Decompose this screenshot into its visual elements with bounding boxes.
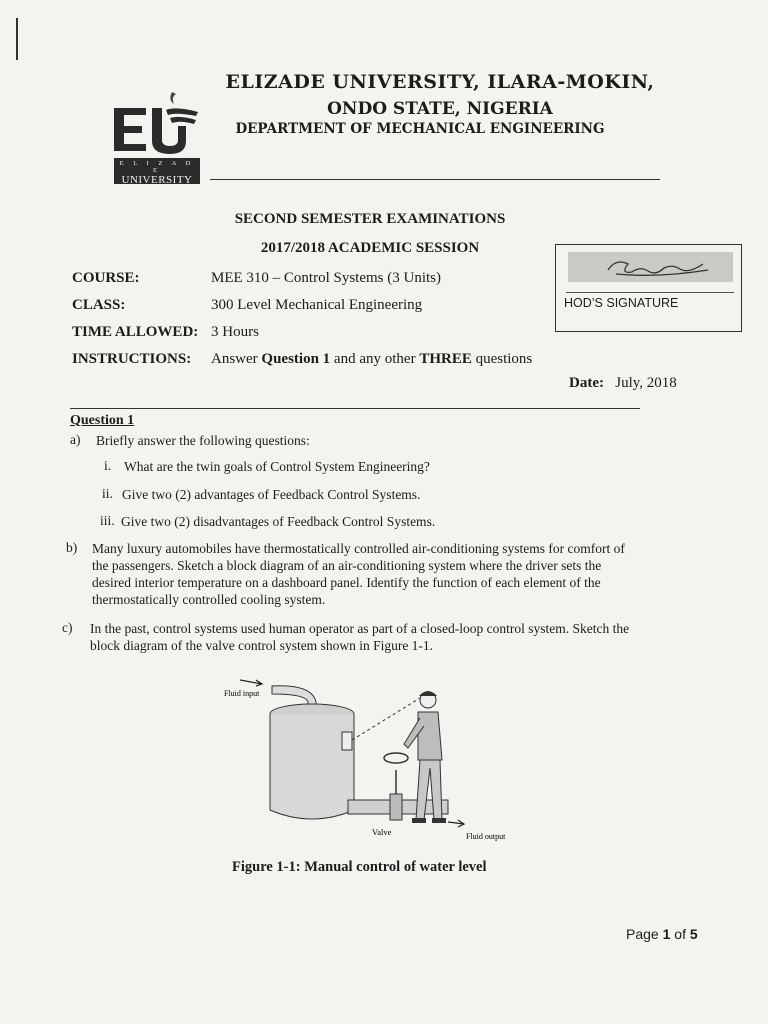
signature-line: [566, 292, 734, 293]
sub-i-label: i.: [104, 458, 112, 473]
sub-ii-text: Give two (2) advantages of Feedback Control Systems.: [122, 487, 421, 502]
valve-body: [390, 794, 402, 820]
part-c-line-1: In the past, control systems used human operator as part of a closed-loop control system. Sketch the: [90, 621, 630, 636]
part-c-label: c): [62, 620, 73, 635]
class-label: CLASS:: [72, 297, 126, 313]
part-b-label: b): [66, 540, 78, 555]
exam-session: 2017/2018 ACADEMIC SESSION: [260, 240, 480, 256]
department-name: DEPARTMENT OF MECHANICAL ENGINEERING: [235, 121, 605, 137]
signature-image: [568, 252, 733, 282]
part-b-line-2: the passengers. Sketch a block diagram of an air-conditioning system where the driver sets the: [92, 558, 602, 573]
part-a-text: Briefly answer the following questions:: [96, 433, 310, 448]
tank-body: [270, 714, 354, 819]
sub-i-text: What are the twin goals of Control System Engineering?: [124, 459, 430, 474]
logo-text-top: E L I Z A D E: [119, 160, 195, 174]
input-arrow-icon: [240, 680, 262, 686]
sub-ii-label: ii.: [102, 486, 113, 501]
course-label: COURSE:: [72, 270, 140, 286]
time-label: TIME ALLOWED:: [72, 324, 199, 340]
scan-artifact: [16, 18, 18, 60]
exam-date: Date: July, 2018: [569, 375, 677, 391]
university-location: ONDO STATE, NIGERIA: [327, 99, 553, 119]
part-b-line-4: thermostatically controlled cooling system.: [92, 592, 326, 607]
fluid-output-label: Fluid output: [466, 832, 506, 841]
course-value: MEE 310 – Control Systems (3 Units): [211, 270, 442, 286]
question-title: Question 1: [70, 413, 135, 428]
instructions-value: Answer Question 1 and any other THREE questions: [211, 351, 533, 367]
instructions-label: INSTRUCTIONS:: [72, 351, 192, 367]
signature-label: HOD’S SIGNATURE: [564, 296, 679, 310]
sub-iii-label: iii.: [100, 513, 115, 528]
tank-gauge: [342, 732, 352, 750]
part-b-line-3: desired interior temperature on a dashboard panel. Identify the function of each element of the: [92, 575, 601, 590]
part-c-line-2: block diagram of the valve control system shown in Figure 1-1.: [90, 638, 434, 653]
output-arrow-icon: [448, 820, 464, 827]
header-divider: [210, 179, 660, 180]
time-value: 3 Hours: [211, 324, 259, 340]
logo-text: [114, 158, 200, 184]
section-divider: [70, 408, 640, 409]
part-a-label: a): [70, 432, 81, 447]
fluid-input-label: Fluid input: [224, 689, 260, 698]
class-value: 300 Level Mechanical Engineering: [211, 297, 423, 313]
sub-iii-text: Give two (2) disadvantages of Feedback Control Systems.: [121, 514, 436, 529]
part-b-line-1: Many luxury automobiles have thermostatically controlled air-conditioning systems for comfort of: [92, 541, 625, 556]
signature-box: [555, 244, 742, 332]
signature-scribble-icon: [568, 252, 733, 282]
university-name: ELIZADE UNIVERSITY, ILARA-MOKIN,: [225, 71, 655, 93]
valve-label: Valve: [372, 827, 392, 837]
exam-title: SECOND SEMESTER EXAMINATIONS: [234, 211, 506, 227]
water-level-figure: [212, 672, 532, 852]
figure-caption: Figure 1-1: Manual control of water level: [232, 859, 487, 875]
logo-text-bottom: UNIVERSITY: [121, 174, 193, 186]
valve-handwheel: [384, 753, 408, 763]
page-number: Page 1 of 5: [626, 926, 698, 942]
